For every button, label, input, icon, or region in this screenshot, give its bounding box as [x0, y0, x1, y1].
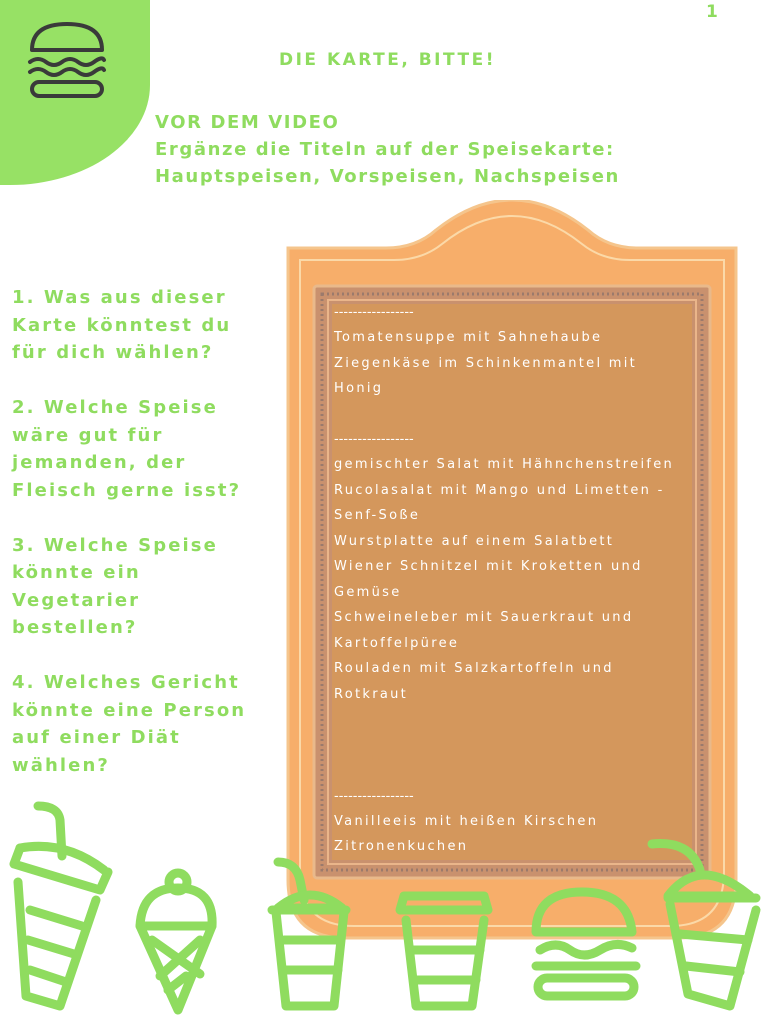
menu-item: Wurstplatte auf einem Salatbett: [334, 533, 615, 549]
question-line: könnte ein: [12, 562, 141, 583]
menu-item: Tomatensuppe mit Sahnehaube: [334, 330, 603, 345]
question-line: Fleisch gerne isst?: [12, 479, 242, 501]
page-title: DIE KARTE, BITTE!: [279, 50, 496, 70]
menu-item: Ziegenkäse im Schinkenmantel mit: [334, 355, 638, 371]
question-line: Karte könntest du: [12, 314, 232, 336]
instruction-heading: VOR DEM VIDEO: [155, 112, 340, 133]
menu-item: Schweineleber mit Sauerkraut und: [334, 610, 634, 625]
menu-item: Wiener Schnitzel mit Kroketten und: [334, 559, 643, 574]
menu-item: Rucolasalat mit Mango und Limetten -: [334, 482, 665, 498]
question-1: [12, 284, 272, 367]
menu-item: Rotkraut: [334, 686, 409, 702]
menu-item: Zitronenkuchen: [334, 839, 469, 854]
question-line: könnte eine Person: [12, 699, 247, 721]
question-4: [12, 669, 272, 779]
instruction-text: Ergänze die Titeln auf der Speisekarte:: [155, 139, 615, 160]
drink-cup-icon: [652, 844, 756, 1006]
burger-logo-icon: [26, 20, 108, 102]
question-3: [12, 532, 272, 642]
section-title-blank: -----------------: [334, 788, 414, 804]
question-line: wählen?: [12, 754, 110, 776]
drink-cup-icon: [400, 896, 488, 1006]
ice-cream-cone-icon: [140, 873, 212, 1010]
question-line: wäre gut für: [12, 424, 164, 446]
section-title-blank: -----------------: [334, 305, 414, 320]
drink-cup-icon: [14, 806, 108, 1006]
question-line: jemanden, der: [12, 452, 187, 473]
menu-item: gemischter Salat mit Hähnchenstreifen: [334, 457, 675, 472]
question-line: 2. Welche Speise: [12, 397, 218, 418]
question-line: 1. Was aus dieser: [12, 287, 227, 308]
drink-cup-icon: [272, 862, 346, 1006]
question-line: für dich wählen?: [12, 342, 214, 363]
question-2: [12, 394, 272, 504]
question-line: bestellen?: [12, 617, 138, 638]
menu-content: [334, 300, 694, 860]
burger-icon: [536, 892, 636, 996]
instruction-options: Hauptspeisen, Vorspeisen, Nachspeisen: [155, 166, 620, 187]
question-line: Vegetarier: [12, 589, 141, 611]
menu-item: Honig: [334, 381, 384, 396]
food-icons-row: [0, 800, 768, 1024]
menu-item: Kartoffelpüree: [334, 635, 460, 651]
question-line: 4. Welches Gericht: [12, 672, 240, 693]
menu-item: Gemüse: [334, 584, 402, 600]
page-number: 1: [706, 2, 719, 22]
question-line: auf einer Diät: [12, 727, 181, 748]
menu-item: Senf-Soße: [334, 508, 421, 523]
section-title-blank: -----------------: [334, 432, 414, 447]
question-list: [12, 284, 272, 807]
menu-item: Vanilleeis mit heißen Kirschen: [334, 813, 599, 829]
question-line: 3. Welche Speise: [12, 534, 218, 556]
menu-item: Rouladen mit Salzkartoffeln und: [334, 661, 614, 676]
